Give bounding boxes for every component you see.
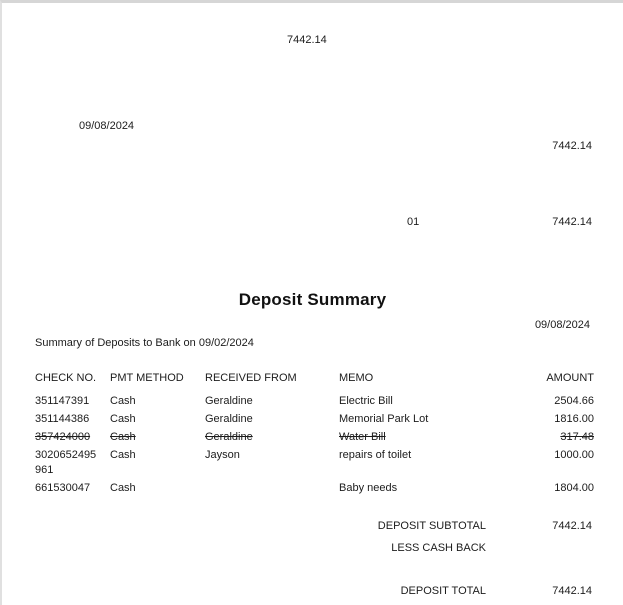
subtitle: Summary of Deposits to Bank on 09/02/2024 bbox=[35, 337, 254, 349]
cell-memo: Water Bill bbox=[339, 431, 386, 443]
report-date: 09/08/2024 bbox=[534, 319, 590, 331]
stub-amount-right-2: 7442.14 bbox=[552, 216, 592, 228]
header-memo: MEMO bbox=[339, 372, 374, 384]
table-row bbox=[35, 448, 594, 481]
cell-pmt-method: Cash bbox=[110, 482, 136, 494]
table-row bbox=[35, 430, 594, 448]
deposit-total-value: 7442.14 bbox=[552, 585, 592, 597]
cell-pmt-method: Cash bbox=[110, 395, 136, 407]
stub-amount-right-1: 7442.14 bbox=[552, 140, 592, 152]
cell-memo: Baby needs bbox=[339, 482, 398, 494]
page-title: Deposit Summary bbox=[238, 290, 387, 309]
table-row bbox=[35, 394, 594, 412]
cell-pmt-method: Cash bbox=[110, 431, 136, 443]
cell-received-from: Geraldine bbox=[205, 395, 253, 407]
less-cash-back-label: LESS CASH BACK bbox=[391, 542, 486, 554]
cell-received-from: Geraldine bbox=[205, 431, 253, 443]
header-check-no: CHECK NO. bbox=[35, 372, 97, 384]
deposit-subtotal-label: DEPOSIT SUBTOTAL bbox=[377, 520, 486, 532]
cell-amount: 1816.00 bbox=[554, 413, 594, 425]
cell-memo: repairs of toilet bbox=[339, 449, 412, 461]
cell-memo: Electric Bill bbox=[339, 395, 393, 407]
stub-code: 01 bbox=[407, 216, 420, 228]
cell-check-no: 351147391 bbox=[35, 395, 90, 407]
cell-amount: 317.48 bbox=[560, 431, 594, 443]
header-pmt-method: PMT METHOD bbox=[110, 372, 184, 384]
deposit-total-label: DEPOSIT TOTAL bbox=[400, 585, 486, 597]
cell-memo: Memorial Park Lot bbox=[339, 413, 429, 425]
cell-received-from: Jayson bbox=[205, 449, 240, 461]
table-header bbox=[35, 371, 594, 386]
deposit-subtotal-row bbox=[35, 519, 592, 534]
cell-pmt-method: Cash bbox=[110, 413, 136, 425]
cell-amount: 1804.00 bbox=[554, 482, 594, 494]
header-amount: AMOUNT bbox=[546, 372, 594, 384]
table-row bbox=[35, 412, 594, 430]
cell-check-no: 357424000 bbox=[35, 431, 91, 443]
cell-received-from: Geraldine bbox=[205, 413, 253, 425]
deposit-subtotal-value: 7442.14 bbox=[552, 520, 592, 532]
cell-check-no: 3020652495961 bbox=[35, 449, 97, 476]
table-body bbox=[35, 394, 594, 499]
cell-pmt-method: Cash bbox=[110, 449, 136, 461]
cell-amount: 1000.00 bbox=[554, 449, 594, 461]
cell-amount: 2504.66 bbox=[554, 395, 594, 407]
cell-check-no: 661530047 bbox=[35, 482, 91, 494]
cell-check-no: 351144386 bbox=[35, 413, 90, 425]
stub-date: 09/08/2024 bbox=[79, 120, 135, 132]
header-received-from: RECEIVED FROM bbox=[205, 372, 297, 384]
deposit-total-row bbox=[35, 584, 592, 599]
table-row bbox=[35, 481, 594, 499]
cell-received-from bbox=[205, 481, 339, 496]
less-cash-back-row bbox=[35, 541, 592, 556]
stub-amount-top: 7442.14 bbox=[287, 34, 327, 46]
